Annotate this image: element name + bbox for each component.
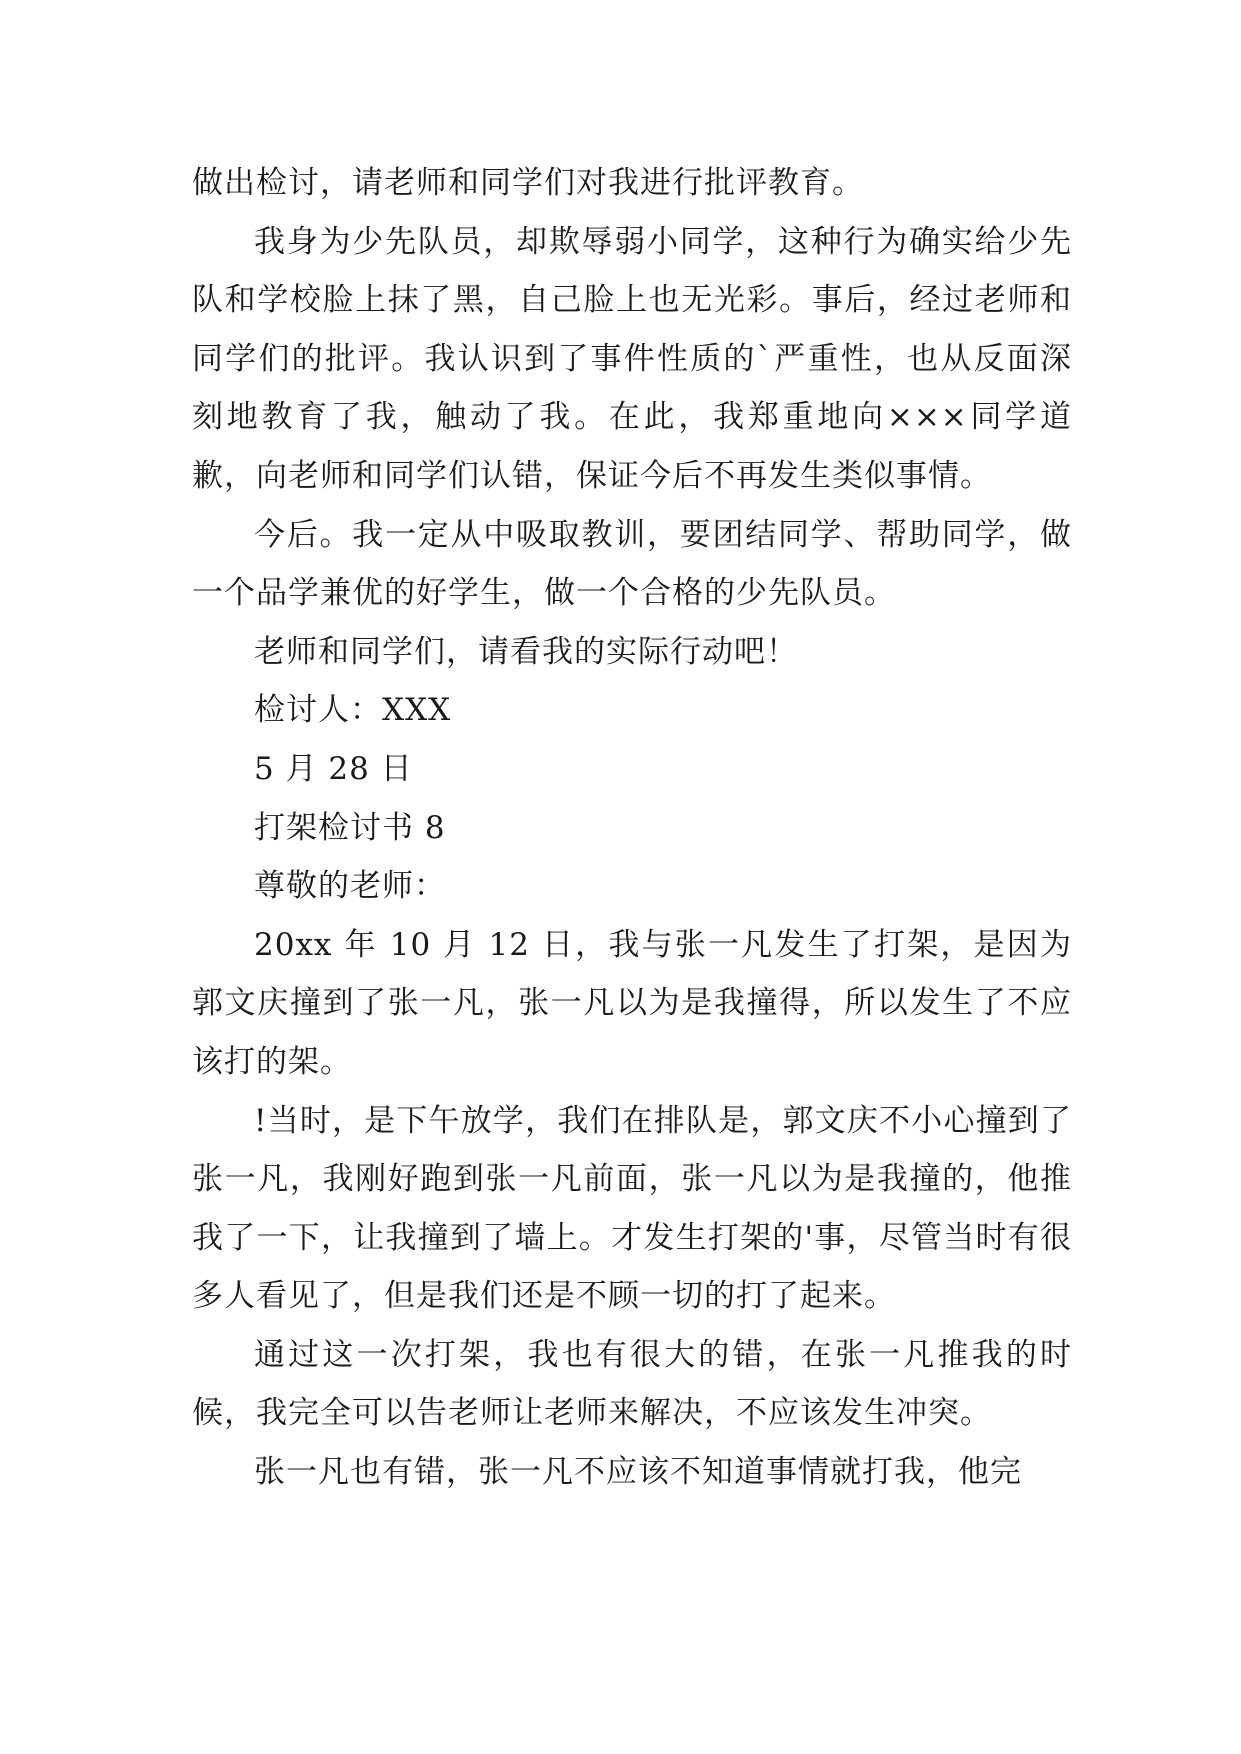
section-title: 打架检讨书 8: [254, 809, 446, 846]
paragraph-apology: 我身为少先队员，却欺辱弱小同学，这种行为确实给少先队和学校脸上抹了黑，自己脸上也无光彩。事后，经过老师和同学们的批评。我认识到了事件性质的`严重性，也从反面深刻地教育了我，触动了我。在此，我郑重地向×××同学道歉，向老师和同学们认错，保证今后不再发生类似事情。: [192, 223, 1072, 494]
paragraph-incident: 20xx 年 10 月 12 日，我与张一凡发生了打架，是因为郭文庆撞到了张一凡，张一凡以为是我撞得，所以发生了不应该打的架。: [192, 926, 1072, 1080]
paragraph-continuation: 做出检讨，请老师和同学们对我进行批评教育。: [192, 165, 864, 201]
paragraph-promise: 今后。我一定从中吸取教训，要团结同学、帮助同学，做一个品学兼优的好学生，做一个合格的少先队员。: [192, 516, 1072, 612]
document-body: [192, 154, 1072, 1502]
paragraph-reflection: 通过这一次打架，我也有很大的错，在张一凡推我的时候，我完全可以告老师让老师来解决，不应该发生冲突。: [192, 1336, 1072, 1432]
paragraph-details: !当时，是下午放学，我们在排队是，郭文庆不小心撞到了张一凡，我刚好跑到张一凡前面，张一凡以为是我撞的，他推我了一下，让我撞到了墙上。才发生打架的'事，尽管当时有很多人看见了，但是我们还是不顾一切的打了起来。: [192, 1102, 1072, 1315]
signature-line: 检讨人：XXX: [254, 692, 452, 729]
paragraph-other-fault: 张一凡也有错，张一凡不应该不知道事情就打我，他完: [254, 1454, 1022, 1491]
date-line: 5 月 28 日: [254, 750, 413, 787]
salutation: 尊敬的老师：: [254, 868, 446, 905]
paragraph-closing: 老师和同学们，请看我的实际行动吧！: [254, 633, 798, 670]
